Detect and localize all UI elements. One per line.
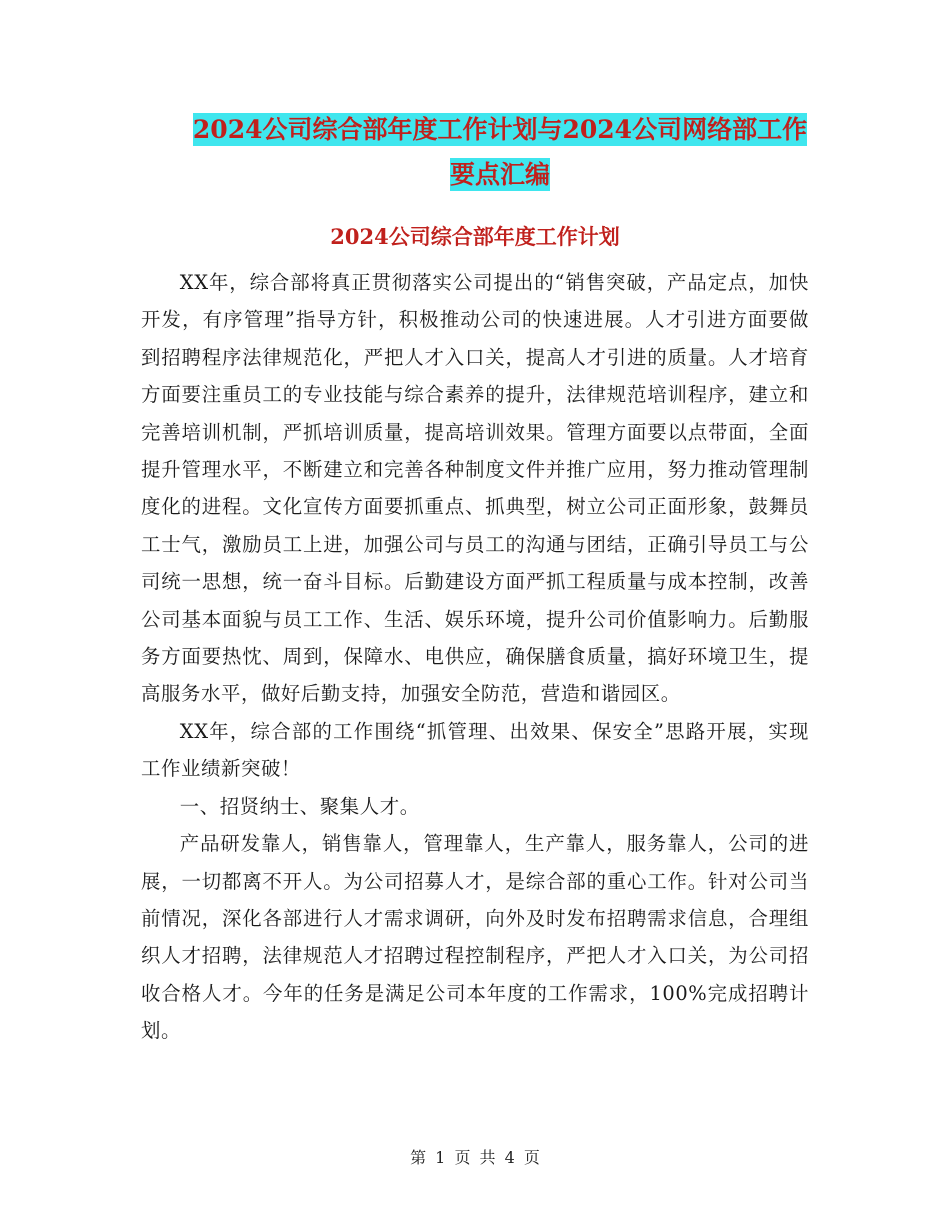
paragraph: 一、招贤纳士、聚集人才。 <box>179 794 420 818</box>
paragraph: 产品研发靠人，销售靠人，管理靠人，生产靠人，服务靠人，公司的进展，一切都离不开人。为公司招募人才，是综合部的重心工作。针对公司当前情况，深化各部进行人才需求调研，向外及时发布招聘需求信息，合理组织人才招聘，法律规范人才招聘过程控制程序，严把人才入口关，为公司招收合格人才。今年的任务是满足公司本年度的工作需求，100%完成招聘计划。 <box>141 832 809 1043</box>
document-title-line-1 <box>130 107 870 153</box>
page-footer: 第 1 页 共 4 页 <box>410 1148 540 1167</box>
document-title-line-2 <box>130 152 870 198</box>
paragraph: XX年，综合部将真正贯彻落实公司提出的“销售突破，产品定点，加快开发，有序管理”指导方针，积极推动公司的快速进展。人才引进方面要做到招聘程序法律规范化，严把人才入口关，提高人才引进的质量。人才培育方面要注重员工的专业技能与综合素养的提升，法律规范培训程序，建立和完善培训机制，严抓培训质量，提高培训效果。管理方面要以点带面，全面提升管理水平，不断建立和完善各种制度文件并推广应用，努力推动管理制度化的进程。文化宣传方面要抓重点、抓典型，树立公司正面形象，鼓舞员工士气，激励员工上进，加强公司与员工的沟通与团结，正确引导员工与公司统一思想，统一奋斗目标。后勤建设方面严抓工程质量与成本控制，改善公司基本面貌与员工工作、生活、娱乐环境，提升公司价值影响力。后勤服务方面要热忱、周到，保障水、电供应，确保膳食质量，搞好环境卫生，提高服务水平，做好后勤支持，加强安全防范，营造和谐园区。 <box>141 271 809 706</box>
document-title-text-1: 2024公司综合部年度工作计划与2024公司网络部工作 <box>192 115 808 144</box>
paragraph: XX年，综合部的工作围绕“抓管理、出效果、保安全”思路开展，实现工作业绩新突破！ <box>141 719 809 781</box>
document-title-text-2: 要点汇编 <box>449 160 550 189</box>
document-body <box>141 264 809 1050</box>
section-heading: 2024公司综合部年度工作计划 <box>330 224 620 249</box>
